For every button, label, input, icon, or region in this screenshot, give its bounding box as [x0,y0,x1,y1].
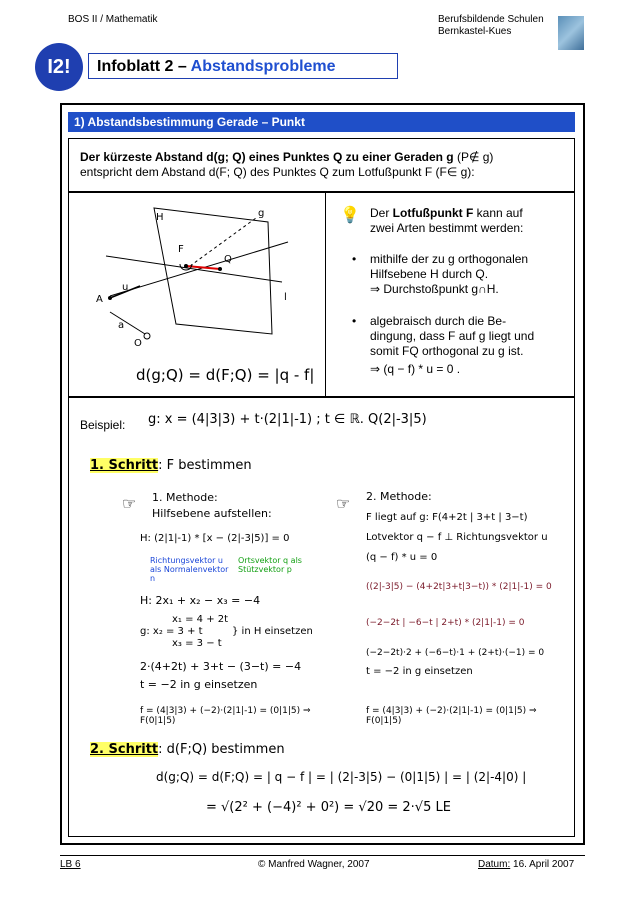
m2-l4: ((2|-3|5) − (4+2t|3+t|3−t)) * (2|1|-1) = 0 [366,582,552,592]
intro-line2: entspricht dem Abstand d(F; Q) des Punktes Q zum Lotfußpunkt F (F∈ g): [80,165,475,179]
method-1-info [370,252,570,297]
school-logo [558,16,584,50]
point-f [184,264,188,268]
label-a-point: A [96,294,103,305]
footer-divider [60,855,585,856]
footer-date-label: Datum: [478,859,511,870]
method-1 [152,490,322,522]
method-2-info [370,314,575,377]
sheet-badge: I2! [35,43,83,91]
m2-l1: F liegt auf g: F(4+2t | 3+t | 3−t) [366,512,528,523]
m2-l7: t = −2 in g einsetzen [366,666,473,677]
label-h: H [156,212,164,223]
title-prefix: Infoblatt 2 – [97,58,191,75]
bullet-icon: • [352,314,357,328]
info-lead-post: kann auf [473,206,523,220]
step-2-text: : d(F;Q) bestimmen [158,742,285,757]
m1-c1: 2·(4+2t) + 3+t − (3−t) = −4 [140,660,302,673]
bullet-icon: • [352,252,357,266]
m2-title: 2. Methode: [366,490,432,503]
label-f: F [178,244,184,255]
line-g-dashed [190,218,256,266]
m1-g2: g: x₂ = 3 + t [140,626,203,637]
m2-f: f = (4|3|3) + (−2)·(2|1|-1) = (0|1|5) ⇒ F(0|1|5) [366,706,537,726]
footer-date-value: 16. April 2007 [510,859,575,870]
m1-g3: x₃ = 3 − t [172,638,222,649]
info-lead [370,206,570,236]
info-b2-l1: algebraisch durch die Be- [370,314,507,328]
point-q [218,267,222,271]
m1-note-blue: Richtungsvektor u als Normalenvektor n [150,556,229,583]
info-b1-l2: Hilfsebene H durch Q. [370,267,489,281]
line-l [106,256,282,282]
distance-formula: d(g;Q) = d(F;Q) = |q - f| [136,366,315,384]
intro-text [80,150,560,180]
label-o: O [134,338,142,349]
m2-l3: (q − f) * u = 0 [366,552,438,563]
header-school [438,14,544,38]
m1-note-green: Ortsvektor q als Stützvektor p [238,556,302,574]
step-1-label: 1. Schritt [90,458,159,473]
m2-l6: (−2−2t)·2 + (−6−t)·1 + (2+t)·(−1) = 0 [366,648,545,658]
info-b1-l3: ⇒ Durchstoßpunkt g∩H. [370,282,499,296]
m2-l2: Lotvektor q − f ⊥ Richtungsvektor u [366,532,548,543]
s2-l2: = √(2² + (−4)² + 0²) = √20 = 2·√5 LE [206,800,451,815]
plane-h [154,208,272,334]
pointing-hand-icon: ☞ [122,496,137,513]
example-label: Beispiel: [80,418,126,432]
m1-sub: Hilfsebene aufstellen: [152,507,272,520]
step-2-label: 2. Schritt [90,742,159,757]
label-g: g [258,208,265,219]
step-2 [90,742,285,757]
m1-c2: t = −2 in g einsetzen [140,678,258,691]
point-o [144,333,150,339]
intro-rest: (P∉ g) [453,150,494,164]
label-l: l [284,292,287,303]
footer-page: LB 6 [60,859,81,870]
s2-l1: d(g;Q) = d(F;Q) = | q − f | = | (2|-3|5) − (0|1|5) | = | (2|-4|0) | [156,770,527,784]
header-subject: BOS II / Mathematik [68,14,158,25]
pointing-hand-icon: ☞ [336,496,351,513]
m2-l5: (−2−2t | −6−t | 2+t) * (2|1|-1) = 0 [366,618,525,628]
m1-h: H: 2x₁ + x₂ − x₃ = −4 [140,594,261,607]
m1-g1: x₁ = 4 + 2t [172,614,229,625]
intro-bold: Der kürzeste Abstand d(g; Q) eines Punktes Q zu einer Geraden g [80,150,454,164]
info-lead-bold: Lotfußpunkt F [392,206,474,220]
step-1-text: : F bestimmen [158,458,252,473]
info-b2-l3: somit FQ orthogonal zu g ist. [370,344,524,358]
section-heading: 1) Abstandsbestimmung Gerade – Punkt [68,112,575,132]
footer-date [478,859,574,870]
vector-a [110,312,145,334]
school-name: Berufsbildende Schulen [438,14,544,25]
info-b2-l4: ⇒ (q − f) * u = 0 . [370,362,461,376]
label-u: u [122,282,129,293]
page-title [88,53,398,79]
info-lead-pre: Der [370,206,393,220]
label-q: Q [224,254,232,265]
m1-ins: } in H einsetzen [232,626,313,637]
lightbulb-icon: 💡 [340,207,360,224]
title-highlight: Abstandsprobleme [190,58,336,75]
info-b2-l2: dingung, dass F auf g liegt und [370,329,535,343]
step-1 [90,458,252,473]
footer-copyright: © Manfred Wagner, 2007 [258,859,370,870]
info-b1-l1: mithilfe der zu g orthogonalen [370,252,529,266]
info-lead-line2: zwei Arten bestimmt werden: [370,221,524,235]
m1-title: 1. Methode: [152,491,218,504]
m1-eq: H: (2|1|-1) * [x − (2|-3|5)] = 0 [140,533,290,544]
geometry-diagram [70,194,324,394]
m1-f: f = (4|3|3) + (−2)·(2|1|-1) = (0|1|5) ⇒ F(0|1|5) [140,706,311,726]
school-location: Bernkastel-Kues [438,26,512,37]
example-line: g: x = (4|3|3) + t·(2|1|-1) ; t ∈ ℝ. Q(2|-3|5) [148,412,427,427]
label-a-vector: a [118,320,125,331]
divider [325,192,326,397]
